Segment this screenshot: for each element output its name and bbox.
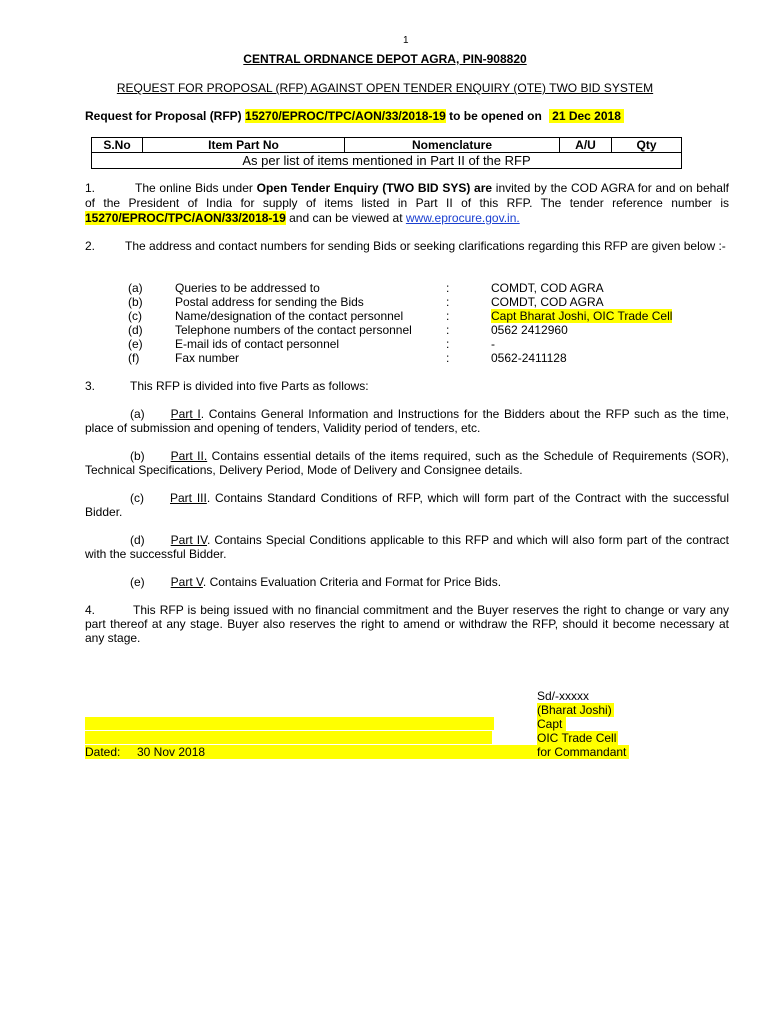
col-au: A/U <box>560 138 612 153</box>
para4-number: 4. <box>85 603 96 617</box>
part-name-c: Part III <box>170 491 207 505</box>
paragraph-1 <box>85 181 729 226</box>
paragraph-4 <box>85 603 729 645</box>
contact-value-e: - <box>491 337 495 351</box>
contact-label-f: Fax number <box>175 351 240 365</box>
contact-label-a: Queries to be addressed to <box>175 281 320 295</box>
part-text-e: . Contains Evaluation Criteria and Format for Price Bids. <box>202 575 502 589</box>
table-header-row <box>92 138 682 153</box>
col-qty: Qty <box>612 138 682 153</box>
rfp-open-label: to be opened on <box>449 109 542 123</box>
part-key-b: (b) <box>130 449 145 463</box>
contact-key-d: (d) <box>128 323 143 337</box>
part-text-b: Contains essential details of the items required, such as the Schedule of Requirements (SOR), Technical Specifications, Delivery Period, Mode of Delivery and Consignee details. <box>85 449 730 477</box>
para2-text: The address and contact numbers for sending Bids or seeking clarifications regarding this RFP are given below :- <box>125 239 726 253</box>
highlight-band <box>85 731 492 744</box>
part-text-c: . Contains Standard Conditions of RFP, which will form part of the Contract with the successful Bidder. <box>85 491 730 519</box>
eprocure-link[interactable]: www.eprocure.gov.in. <box>405 211 520 225</box>
para1-bold-text: Open Tender Enquiry (TWO BID SYS) are <box>256 181 493 195</box>
para1-reference-number: 15270/EPROC/TPC/AON/33/2018-19 <box>85 211 286 225</box>
contact-sep: : <box>446 323 450 337</box>
contact-label-e: E-mail ids of contact personnel <box>175 337 340 351</box>
para4-text: This RFP is being issued with no financial commitment and the Buyer reserves the right to change or vary any part thereof at any stage. Buyer also reserves the right to amend or withdraw the RFP, should it become necessary at any stage. <box>85 603 729 645</box>
col-nomenclature: Nomenclature <box>345 138 560 153</box>
contact-key-f: (f) <box>128 351 140 365</box>
part-key-a: (a) <box>130 407 145 421</box>
items-table <box>91 137 682 169</box>
contact-list-separators <box>446 281 449 365</box>
contact-label-d: Telephone numbers of the contact personnel <box>175 323 412 337</box>
signature-rank: Capt <box>537 717 566 731</box>
contact-key-e: (e) <box>128 337 143 351</box>
contact-label-b: Postal address for sending the Bids <box>175 295 364 309</box>
para1-text-a: The online Bids under <box>135 181 253 195</box>
table-row <box>92 153 682 169</box>
part-item-a <box>85 407 729 435</box>
rfp-line <box>85 109 624 123</box>
highlight-band <box>85 717 494 730</box>
contact-value-a: COMDT, COD AGRA <box>491 281 604 295</box>
contact-value-f: 0562-2411128 <box>491 351 567 365</box>
page-number: 1 <box>403 35 409 46</box>
part-key-c: (c) <box>130 491 144 505</box>
part-item-b <box>85 449 729 477</box>
para3-intro: This RFP is divided into five Parts as follows: <box>130 379 369 393</box>
contact-label-c: Name/designation of the contact personnel <box>175 309 404 323</box>
depot-heading: CENTRAL ORDNANCE DEPOT AGRA, PIN-908820 <box>243 52 527 66</box>
contact-list-values <box>491 281 672 365</box>
col-item-part-no: Item Part No <box>143 138 345 153</box>
contact-sep: : <box>446 351 450 365</box>
part-name-a: Part I <box>170 407 201 421</box>
signature-block <box>537 689 618 745</box>
contact-sep: : <box>446 295 450 309</box>
contact-list-labels <box>175 281 412 365</box>
part-name-d: Part IV <box>170 533 207 547</box>
contact-sep: : <box>446 309 450 323</box>
contact-sep: : <box>446 337 450 351</box>
signature-name: (Bharat Joshi) <box>537 703 612 717</box>
part-key-e: (e) <box>130 575 145 589</box>
part-item-e <box>85 575 729 589</box>
contact-value-c: Capt Bharat Joshi, OIC Trade Cell <box>491 309 673 323</box>
rfp-subtitle: REQUEST FOR PROPOSAL (RFP) AGAINST OPEN TENDER ENQUIRY (OTE) TWO BID SYSTEM <box>116 81 654 95</box>
paragraph-2 <box>85 239 729 253</box>
para1-number: 1. <box>85 181 96 195</box>
contact-sep: : <box>446 281 450 295</box>
para2-number: 2. <box>85 239 96 253</box>
rfp-open-date: 21 Dec 2018 <box>549 109 624 123</box>
dated-date: 30 Nov 2018 <box>137 745 206 759</box>
table-note: As per list of items mentioned in Part II of the RFP <box>92 153 682 169</box>
contact-value-b: COMDT, COD AGRA <box>491 295 604 309</box>
contact-list-keys <box>128 281 143 365</box>
rfp-prefix: Request for Proposal (RFP) <box>85 109 242 123</box>
dated-label: Dated: <box>85 745 121 759</box>
contact-key-b: (b) <box>128 295 143 309</box>
para1-text-b: invited by the COD AGRA for and on behalf of the President of India for supply of items listed in Part II of this RFP. The tender reference number is <box>85 181 729 210</box>
signature-post: OIC Trade Cell <box>537 731 617 745</box>
contact-value-d: 0562 2412960 <box>491 323 568 337</box>
col-sno: S.No <box>92 138 143 153</box>
part-name-b: Part II. <box>170 449 208 463</box>
signature-sd: Sd/-xxxxx <box>537 689 590 703</box>
para1-text-c: and can be viewed at <box>289 211 403 225</box>
signature-for: for Commandant <box>537 745 627 759</box>
contact-key-c: (c) <box>128 309 142 323</box>
part-item-c <box>85 491 729 519</box>
part-name-e: Part V <box>170 575 203 589</box>
part-item-d <box>85 533 729 561</box>
part-text-d: . Contains Special Conditions applicable to this RFP and which will also form part of the contract with the successful Bidder. <box>85 533 729 561</box>
para3-number: 3. <box>85 379 96 393</box>
part-key-d: (d) <box>130 533 145 547</box>
contact-key-a: (a) <box>128 281 143 295</box>
rfp-reference-number: 15270/EPROC/TPC/AON/33/2018-19 <box>245 109 446 123</box>
part-text-a: . Contains General Information and Instructions for the Bidders about the RFP such as the time, place of submission and opening of tenders, Validity period of tenders, etc. <box>85 407 729 435</box>
